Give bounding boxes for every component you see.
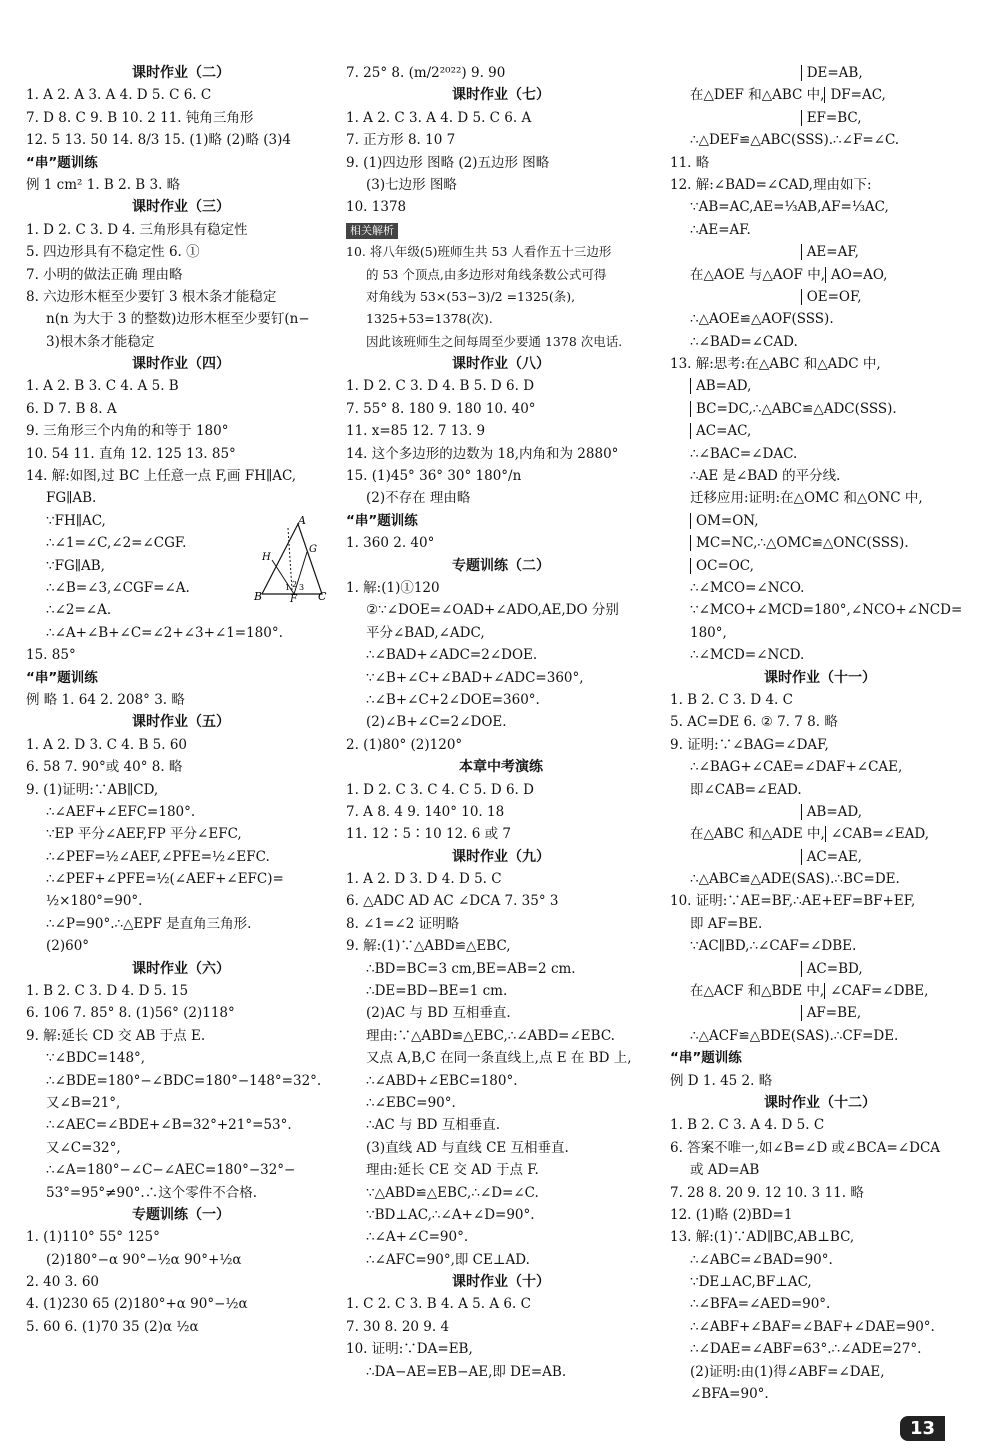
label-a: A (298, 514, 306, 527)
answer-column-2 (346, 62, 656, 1383)
answer-line: 10. 54 11. 直角 12. 125 13. 85° (26, 445, 236, 462)
answer-line: (2)证明:由(1)得∠ABF=∠DAE, (690, 1363, 885, 1380)
answer-line: ∴∠ABC=∠BAD=90°. (690, 1251, 833, 1268)
answer-line: 9. (1)四边形 图略 (2)五边形 图略 (346, 154, 550, 171)
system-brace-line: BC=DC,∴△ABC≌△ADC(SSS). (690, 401, 897, 417)
section-heading: 本章中考演练 (459, 759, 543, 776)
answer-line: 9. 证明:∵∠BAG=∠DAF, (670, 736, 829, 753)
answer-line: 11. 12∶5∶10 12. 6 或 7 (346, 826, 512, 843)
system-brace-line: DF=AC, (824, 87, 885, 103)
answer-line: 1. A 2. C 3. A 4. D 5. C 6. A (346, 109, 532, 126)
label-1: 1 (285, 583, 291, 592)
answer-line: 对角线为 53×(53−3)/2 =1325(条), (366, 288, 576, 304)
answer-line: 1. 解:(1)①120 (346, 579, 440, 596)
answer-line: ∴∠PEF=½∠AEF,∠PFE=½∠EFC. (46, 848, 270, 865)
system-brace-line: DE=AB, (801, 65, 863, 81)
system-prefix: 在△DEF 和△ABC 中, (690, 87, 825, 104)
answer-line: 9. 三角形三个内角的和等于 180° (26, 423, 229, 440)
system-brace-line: AC=AC, (690, 423, 751, 439)
answer-line: ∵DE⊥AC,BF⊥AC, (690, 1274, 812, 1291)
label-3: 3 (299, 583, 305, 592)
answer-line: ∵BD⊥AC,∴∠A+∠D=90°. (366, 1206, 535, 1223)
answer-line: 的 53 个顶点,由多边形对角线条数公式可得 (366, 266, 607, 282)
answer-line: 7. 55° 8. 180 9. 180 10. 40° (346, 400, 536, 417)
answer-line: 1. B 2. C 3. D 4. C (670, 691, 793, 708)
system-brace-line: OM=ON, (690, 513, 759, 529)
answer-line: 1. B 2. C 3. D 4. D 5. 15 (26, 983, 189, 1000)
system-brace-line: OE=OF, (801, 289, 862, 305)
system-line (670, 823, 970, 845)
answer-line: 1. A 2. B 3. C 4. A 5. B (26, 378, 179, 395)
answer-line: 例 1 cm² 1. B 2. B 3. 略 (26, 176, 181, 193)
system-line (670, 286, 970, 308)
subsection-heading: “串”题训练 (26, 154, 98, 171)
section-heading: 专题训练（一） (132, 1206, 230, 1223)
answer-line: ∴DA−AE=EB−AE,即 DE=AB. (366, 1363, 567, 1380)
system-line (670, 980, 970, 1002)
answer-line: ∴△AOE≌△AOF(SSS). (690, 311, 834, 328)
answer-line: n(n 为大于 3 的整数)边形木框至少要钉(n− (46, 311, 310, 328)
section-heading: 课时作业（十二） (764, 1094, 876, 1111)
system-line (670, 958, 970, 980)
answer-line: 53°=95°≠90°.∴这个零件不合格. (46, 1184, 257, 1201)
answer-line: ∵∠MCO+∠MCD=180°,∠NCO+∠NCD= (690, 602, 963, 619)
answer-line: ∵△ABD≌△EBC,∴∠D=∠C. (366, 1184, 539, 1201)
answer-line: FG∥AB. (46, 490, 97, 507)
answer-line: ∴∠MCD=∠NCD. (690, 647, 805, 664)
answer-line: 即∠CAB=∠EAD. (690, 781, 802, 798)
answer-line: ∴∠2=∠A. (46, 602, 112, 619)
answer-line: ∴∠DAE=∠ABF=63°.∴∠ADE=27°. (690, 1341, 922, 1358)
answer-line: 即 AF=BE. (690, 915, 763, 932)
answer-line: 1. A 2. A 3. A 4. D 5. C 6. C (26, 87, 212, 104)
answer-line: 12. (1)略 (2)BD=1 (670, 1206, 793, 1223)
answer-line: 7. A 8. 4 9. 140° 10. 18 (346, 803, 505, 820)
answer-line: ∴△ABC≌△ADE(SAS).∴BC=DE. (690, 871, 900, 888)
answer-line: 14. 这个多边形的边数为 18,内角和为 2880° (346, 445, 619, 462)
answer-line: 又∠C=32°, (46, 1139, 121, 1156)
answer-line: ∴∠A+∠C=90°. (366, 1229, 469, 1246)
answer-line: ∴∠P=90°.∴△EPF 是直角三角形. (46, 915, 252, 932)
answer-line: 15. 85° (26, 647, 76, 664)
system-line (670, 398, 970, 420)
system-line (670, 420, 970, 442)
section-heading: 课时作业（五） (132, 714, 230, 731)
answer-line: 7. 28 8. 20 9. 12 10. 3 11. 略 (670, 1184, 864, 1201)
system-line (670, 264, 970, 286)
answer-line: (2)AC 与 BD 互相垂直. (366, 1005, 511, 1022)
analysis-badge: 相关解析 (346, 223, 398, 239)
system-brace-line: AC=BD, (801, 961, 863, 977)
answer-line: 10. 证明:∵DA=EB, (346, 1341, 473, 1358)
answer-line: ∴∠ABD+∠EBC=180°. (366, 1072, 518, 1089)
answer-line: 1. D 2. C 3. D 4. 三角形具有稳定性 (26, 221, 248, 238)
answer-line: 5. 60 6. (1)70 35 (2)α ½α (26, 1318, 199, 1335)
system-brace-line: ∠CAF=∠DBE, (824, 983, 928, 999)
system-line (670, 84, 970, 106)
answer-line: ∴∠BAC=∠DAC. (690, 445, 798, 462)
answer-line: 15. (1)45° 36° 30° 180°/n (346, 468, 522, 485)
answer-line: 6. △ADC AD AC ∠DCA 7. 35° 3 (346, 893, 559, 910)
system-line (670, 555, 970, 577)
answer-line: ∴∠AFC=90°,即 CE⊥AD. (366, 1251, 530, 1268)
answer-line: ∴△ACF≌△BDE(SAS).∴CF=DE. (690, 1027, 899, 1044)
answer-line: ∴∠1=∠C,∠2=∠CGF. (46, 535, 187, 552)
system-brace-line: AE=AF, (801, 244, 859, 260)
section-heading: 课时作业（十） (452, 1274, 550, 1291)
label-b: B (254, 590, 263, 603)
answer-line: 9. (1)证明:∵AB∥CD, (26, 781, 159, 798)
section-heading: 课时作业（十一） (764, 669, 876, 686)
subsection-heading: “串”题训练 (346, 512, 418, 529)
answer-line: (2)180°−α 90°−½α 90°+½α (46, 1251, 242, 1268)
section-heading: 课时作业（四） (132, 356, 230, 373)
section-heading: 课时作业（六） (132, 960, 230, 977)
system-prefix: 在△ACF 和△BDE 中, (690, 983, 825, 1000)
system-line (670, 375, 970, 397)
section-heading: 课时作业（七） (452, 87, 550, 104)
answer-line: 1. A 2. D 3. C 4. B 5. 60 (26, 736, 188, 753)
subsection-heading: “串”题训练 (670, 1050, 742, 1067)
answer-line: ∴BD=BC=3 cm,BE=AB=2 cm. (366, 960, 576, 977)
answer-line: (3)七边形 图略 (366, 176, 457, 193)
answer-line: ∴∠A=180°−∠C−∠AEC=180°−32°− (46, 1162, 296, 1179)
answer-line: 10. 将八年级(5)班师生共 53 人看作五十三边形 (346, 244, 612, 260)
system-line (670, 532, 970, 554)
system-line (670, 62, 970, 84)
section-heading: 课时作业（三） (132, 199, 230, 216)
answer-line: 11. x=85 12. 7 13. 9 (346, 423, 486, 440)
answer-line: 4. (1)230 65 (2)180°+α 90°−½α (26, 1296, 248, 1313)
answer-line: 1. D 2. C 3. C 4. C 5. D 6. D (346, 781, 534, 798)
answer-line: ∴∠BAD+∠ADC=2∠DOE. (366, 647, 538, 664)
answer-line: ∴∠BDE=180°−∠BDC=180°−148°=32°. (46, 1072, 322, 1089)
answer-line: ∵EP 平分∠AEF,FP 平分∠EFC, (46, 826, 242, 843)
system-brace-line: AF=BE, (801, 1005, 862, 1021)
answer-line: 9. 解:延长 CD 交 AB 于点 E. (26, 1027, 206, 1044)
answer-line: 9. 解:(1)∵△ABD≌△EBC, (346, 938, 511, 955)
answer-line: 又点 A,B,C 在同一条直线上,点 E 在 BD 上, (366, 1050, 632, 1067)
answer-line: 5. 四边形具有不稳定性 6. ① (26, 244, 200, 261)
answer-line: ∴∠B=∠3,∠CGF=∠A. (46, 579, 190, 596)
answer-line: 2. 40 3. 60 (26, 1274, 99, 1291)
answer-line: 1. 360 2. 40° (346, 535, 435, 552)
system-brace-line: ∠CAB=∠EAD, (825, 826, 929, 842)
label-f: F (290, 594, 297, 605)
answer-line: 理由:延长 CE 交 AD 于点 F. (366, 1162, 539, 1179)
answer-line: ∴AE 是∠BAD 的平分线. (690, 468, 841, 485)
answer-line: 平分∠BAD,∠ADC, (366, 624, 485, 641)
answer-line: 7. 正方形 8. 10 7 (346, 132, 456, 149)
answer-line: 1. (1)110° 55° 125° (26, 1229, 160, 1246)
answer-line: 6. 106 7. 85° 8. (1)56° (2)118° (26, 1005, 235, 1022)
answer-line: 6. D 7. B 8. A (26, 400, 117, 417)
answer-line: 3)根木条才能稳定 (46, 333, 155, 350)
answer-line: ∠BFA=90°. (690, 1386, 769, 1403)
label-2: 2 (292, 580, 298, 589)
system-line (670, 107, 970, 129)
answer-line: ∴AC 与 BD 互相垂直. (366, 1117, 501, 1134)
answer-line: 1. B 2. C 3. A 4. D 5. C (670, 1117, 825, 1134)
answer-line: 180°, (690, 624, 727, 641)
section-heading: 课时作业（九） (452, 848, 550, 865)
section-heading: 专题训练（二） (452, 557, 550, 574)
answer-line: 13. 解:(1)∵AD∥BC,AB⊥BC, (670, 1229, 855, 1246)
answer-line: ∵FH∥AC, (46, 512, 106, 529)
system-brace-line: OC=OC, (690, 558, 754, 574)
answer-line: (2)60° (46, 938, 90, 955)
answer-line: 7. D 8. C 9. B 10. 2 11. 钝角三角形 (26, 109, 254, 126)
subsection-heading: “串”题训练 (26, 669, 98, 686)
answer-line: 11. 略 (670, 154, 710, 171)
system-prefix: 在△ABC 和△ADE 中, (690, 826, 825, 843)
answer-line: (2)∠B+∠C=2∠DOE. (366, 714, 507, 731)
system-line (670, 241, 970, 263)
answer-line: 10. 证明:∵AE=BF,∴AE+EF=BF+EF, (670, 893, 916, 910)
system-brace-line: EF=BC, (801, 110, 862, 126)
answer-line: ∴DE=BD−BE=1 cm. (366, 983, 508, 1000)
answer-line: 2. (1)80° (2)120° (346, 736, 463, 753)
system-line (670, 1002, 970, 1024)
answer-line: ∵∠B+∠C+∠BAD+∠ADC=360°, (366, 669, 584, 686)
system-line (670, 846, 970, 868)
answer-line: ∴∠BAD=∠CAD. (690, 333, 798, 350)
answer-line: 5. AC=DE 6. ② 7. 7 8. 略 (670, 714, 838, 731)
section-heading: 课时作业（二） (132, 65, 230, 81)
answer-line: 又∠B=21°, (46, 1094, 121, 1111)
answer-line: ∵∠BDC=148°, (46, 1050, 146, 1067)
answer-line: ∴∠AEF+∠EFC=180°. (46, 803, 196, 820)
answer-line: 12. 解:∠BAD=∠CAD,理由如下: (670, 176, 872, 193)
answer-line: ∴∠B+∠C+2∠DOE=360°. (366, 691, 540, 708)
answer-line: 或 AD=AB (690, 1162, 760, 1179)
answer-line: 7. 30 8. 20 9. 4 (346, 1318, 450, 1335)
answer-line: 6. 答案不唯一,如∠B=∠D 或∠BCA=∠DCA (670, 1139, 941, 1156)
answer-line: ∴∠MCO=∠NCO. (690, 579, 805, 596)
answer-line: ∴∠A+∠B+∠C=∠2+∠3+∠1=180°. (46, 624, 283, 641)
system-line (670, 801, 970, 823)
answer-line: ∴∠AEC=∠BDE+∠B=32°+21°=53°. (46, 1117, 292, 1134)
triangle-figure (254, 514, 327, 605)
label-h: H (262, 552, 271, 563)
answer-line: 1. D 2. C 3. D 4. B 5. D 6. D (346, 378, 535, 395)
system-prefix: 在△AOE 与△AOF 中, (690, 266, 825, 283)
answer-line: 10. 1378 (346, 199, 407, 216)
system-line (670, 510, 970, 532)
answer-line: 1. C 2. C 3. B 4. A 5. A 6. C (346, 1296, 531, 1313)
system-brace-line: AB=AD, (690, 378, 751, 394)
answer-column-3 (670, 62, 970, 1405)
system-brace-line: MC=NC,∴△OMC≌△ONC(SSS). (690, 535, 909, 551)
page-number: 13 (900, 1416, 945, 1441)
answer-line: 例 略 1. 64 2. 208° 3. 略 (26, 691, 185, 708)
system-brace-line: AO=AO, (825, 267, 887, 283)
answer-line: 6. 58 7. 90°或 40° 8. 略 (26, 759, 183, 776)
answer-line: 7. 小明的做法正确 理由略 (26, 266, 183, 283)
label-g: G (309, 544, 317, 555)
answer-line: 例 D 1. 45 2. 略 (670, 1072, 773, 1089)
answer-line: 8. 六边形木框至少要钉 3 根木条才能稳定 (26, 288, 277, 305)
answer-line: 理由:∵△ABD≌△EBC,∴∠ABD=∠EBC. (366, 1027, 615, 1044)
answer-line: 12. 5 13. 50 14. 8/3 15. (1)略 (2)略 (3)4 (26, 132, 291, 149)
system-brace-line: AB=AD, (801, 804, 862, 820)
answer-line: ∴∠BAG+∠CAE=∠DAF+∠CAE, (690, 759, 903, 776)
answer-line: ∴AE=AF. (690, 221, 751, 238)
answer-line (346, 219, 656, 241)
answer-line: ½×180°=90°. (46, 893, 143, 910)
section-heading: 课时作业（八） (452, 356, 550, 373)
answer-line: ∴∠ABF+∠BAF=∠BAF+∠DAE=90°. (690, 1318, 935, 1335)
answer-line: 8. ∠1=∠2 证明略 (346, 915, 460, 932)
label-c: C (318, 590, 327, 603)
answer-line: ②∵∠DOE=∠OAD+∠ADO,AE,DO 分别 (366, 602, 619, 619)
answer-line: ∴∠EBC=90°. (366, 1094, 456, 1111)
answer-line: 13. 解:思考:在△ABC 和△ADC 中, (670, 356, 881, 373)
answer-line: 7. 25° 8. (m/2²⁰²²) 9. 90 (346, 65, 506, 81)
system-brace-line: AC=AE, (801, 849, 862, 865)
answer-line: ∵FG∥AB, (46, 557, 105, 574)
answer-line: 因此该班师生之间每周至少要通 1378 次电话. (366, 333, 623, 349)
answer-line: 1. A 2. D 3. D 4. D 5. C (346, 871, 502, 888)
answer-line: 1325+53=1378(次). (366, 311, 493, 327)
answer-line: ∴△DEF≌△ABC(SSS).∴∠F=∠C. (690, 132, 900, 149)
answer-line: ∴∠BFA=∠AED=90°. (690, 1296, 831, 1313)
answer-line: (3)直线 AD 与直线 CE 互相垂直. (366, 1139, 569, 1156)
answer-line: ∵AC∥BD,∴∠CAF=∠DBE. (690, 938, 857, 955)
answer-line: (2)不存在 理由略 (366, 490, 471, 507)
answer-line: ∴∠PEF+∠PFE=½(∠AEF+∠EFC)= (46, 871, 284, 888)
answer-line: ∵AB=AC,AE=⅓AB,AF=⅓AC, (690, 199, 889, 216)
answer-column-1 (26, 62, 336, 1338)
answer-line: 14. 解:如图,过 BC 上任意一点 F,画 FH∥AC, (26, 468, 297, 485)
answer-line: 迁移应用:证明:在△OMC 和△ONC 中, (690, 490, 923, 507)
